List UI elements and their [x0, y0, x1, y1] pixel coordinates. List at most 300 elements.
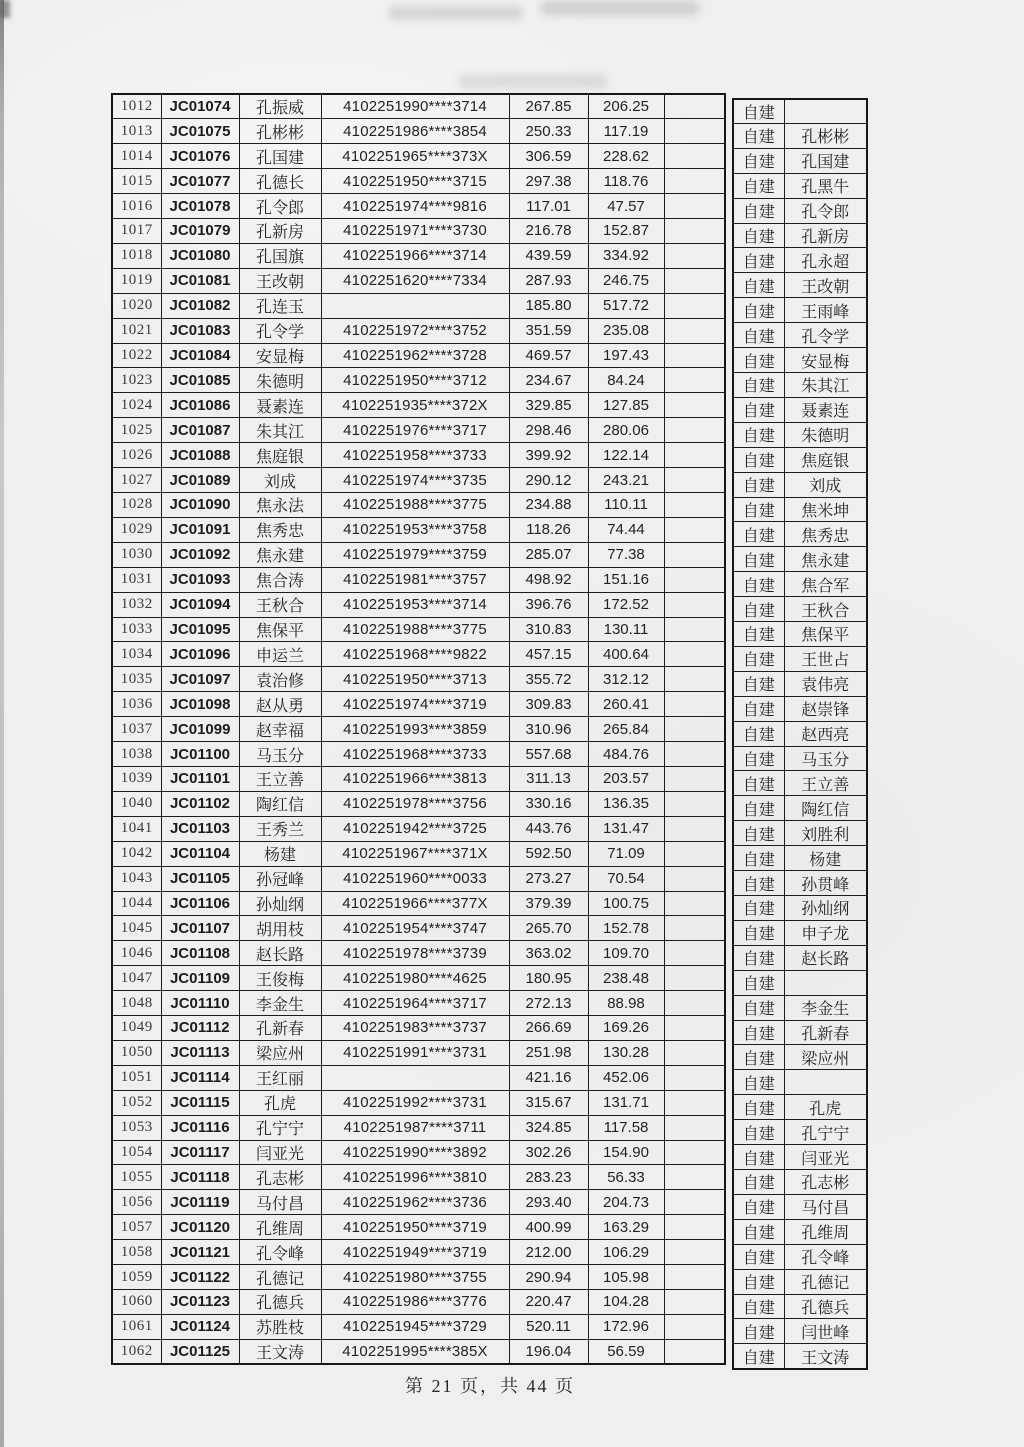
person-name: 孙冠峰 [239, 866, 321, 891]
person-name-2: 王改朝 [784, 273, 867, 298]
id-number: 4102251953****3714 [321, 592, 509, 617]
table-row [112, 1115, 725, 1140]
record-code: JC01087 [161, 418, 239, 443]
table-row-right [733, 422, 867, 447]
record-code: JC01077 [161, 169, 239, 194]
record-code: JC01115 [161, 1090, 239, 1115]
person-name-2: 孔德兵 [784, 1294, 867, 1319]
empty-cell [664, 1190, 725, 1215]
row-serial-number: 1038 [112, 742, 161, 767]
person-name-2: 孔令学 [784, 323, 867, 348]
record-code: JC01093 [161, 567, 239, 592]
empty-cell [664, 991, 725, 1016]
person-name: 朱德明 [239, 368, 321, 393]
amount-2: 280.06 [588, 418, 664, 443]
table-row-right [733, 646, 867, 671]
table-row-right [733, 846, 867, 871]
empty-cell [664, 966, 725, 991]
empty-cell [664, 393, 725, 418]
record-code: JC01117 [161, 1140, 239, 1165]
build-type: 自建 [733, 696, 784, 721]
table-row-right [733, 597, 867, 622]
id-number: 4102251976****3717 [321, 418, 509, 443]
row-serial-number: 1023 [112, 368, 161, 393]
record-code: JC01118 [161, 1165, 239, 1190]
build-type: 自建 [733, 372, 784, 397]
table-row [112, 1016, 725, 1041]
row-serial-number: 1028 [112, 493, 161, 518]
build-type: 自建 [733, 746, 784, 771]
row-serial-number: 1055 [112, 1165, 161, 1190]
amount-2: 517.72 [588, 293, 664, 318]
amount-2: 151.16 [588, 567, 664, 592]
row-serial-number: 1020 [112, 293, 161, 318]
person-name-2: 孔彬彬 [784, 123, 867, 148]
id-number: 4102251993****3859 [321, 717, 509, 742]
record-code: JC01079 [161, 219, 239, 244]
person-name: 王立善 [239, 766, 321, 791]
empty-cell [664, 1016, 725, 1041]
amount-2: 206.25 [588, 94, 664, 119]
record-table-main [111, 93, 726, 1365]
scan-smudge [388, 6, 523, 20]
empty-cell [664, 243, 725, 268]
person-name-2: 孙贯峰 [784, 871, 867, 896]
amount-1: 220.47 [509, 1290, 588, 1315]
row-serial-number: 1041 [112, 816, 161, 841]
amount-1: 267.85 [509, 94, 588, 119]
table-row [112, 766, 725, 791]
row-serial-number: 1053 [112, 1115, 161, 1140]
build-type: 自建 [733, 821, 784, 846]
amount-2: 131.71 [588, 1090, 664, 1115]
person-name-2: 焦秀忠 [784, 522, 867, 547]
table-row [112, 94, 725, 119]
amount-2: 334.92 [588, 243, 664, 268]
person-name-2: 孔志彬 [784, 1169, 867, 1194]
table-row-right [733, 1169, 867, 1194]
row-serial-number: 1047 [112, 966, 161, 991]
person-name: 焦庭银 [239, 443, 321, 468]
person-name: 梁应州 [239, 1040, 321, 1065]
person-name: 孔连玉 [239, 293, 321, 318]
empty-cell [664, 94, 725, 119]
person-name-2: 孔新房 [784, 223, 867, 248]
amount-1: 283.23 [509, 1165, 588, 1190]
person-name: 马付昌 [239, 1190, 321, 1215]
build-type: 自建 [733, 995, 784, 1020]
amount-2: 84.24 [588, 368, 664, 393]
table-row-right [733, 1269, 867, 1294]
person-name: 苏胜枝 [239, 1314, 321, 1339]
build-type: 自建 [733, 846, 784, 871]
record-code: JC01083 [161, 318, 239, 343]
record-code: JC01098 [161, 692, 239, 717]
build-type: 自建 [733, 1194, 784, 1219]
person-name: 闫亚光 [239, 1140, 321, 1165]
record-code: JC01114 [161, 1065, 239, 1090]
amount-2: 260.41 [588, 692, 664, 717]
table-row [112, 692, 725, 717]
record-code: JC01112 [161, 1016, 239, 1041]
build-type: 自建 [733, 1269, 784, 1294]
row-serial-number: 1062 [112, 1339, 161, 1364]
record-code: JC01110 [161, 991, 239, 1016]
record-code: JC01107 [161, 916, 239, 941]
row-serial-number: 1030 [112, 542, 161, 567]
amount-1: 311.13 [509, 766, 588, 791]
person-name: 孔彬彬 [239, 119, 321, 144]
id-number: 4102251966****3813 [321, 766, 509, 791]
table-row-right [733, 1045, 867, 1070]
table-row [112, 1040, 725, 1065]
empty-cell [664, 343, 725, 368]
person-name-2: 马玉分 [784, 746, 867, 771]
person-name: 王改朝 [239, 268, 321, 293]
person-name-2: 孔宁宁 [784, 1120, 867, 1145]
build-type: 自建 [733, 771, 784, 796]
table-row [112, 243, 725, 268]
table-row [112, 991, 725, 1016]
amount-1: 234.67 [509, 368, 588, 393]
table-row [112, 742, 725, 767]
row-serial-number: 1039 [112, 766, 161, 791]
build-type: 自建 [733, 148, 784, 173]
row-serial-number: 1026 [112, 443, 161, 468]
empty-cell [664, 592, 725, 617]
person-name-2: 闫亚光 [784, 1145, 867, 1170]
amount-2: 104.28 [588, 1290, 664, 1315]
build-type: 自建 [733, 497, 784, 522]
id-number: 4102251991****3731 [321, 1040, 509, 1065]
table-row [112, 966, 725, 991]
amount-1: 421.16 [509, 1065, 588, 1090]
build-type: 自建 [733, 397, 784, 422]
amount-1: 309.83 [509, 692, 588, 717]
person-name: 刘成 [239, 468, 321, 493]
amount-2: 106.29 [588, 1240, 664, 1265]
empty-cell [664, 144, 725, 169]
build-type: 自建 [733, 622, 784, 647]
table-row-right [733, 1319, 867, 1344]
amount-1: 302.26 [509, 1140, 588, 1165]
table-row-right [733, 1020, 867, 1045]
build-type: 自建 [733, 547, 784, 572]
person-name: 王秀兰 [239, 816, 321, 841]
id-number: 4102251978****3756 [321, 791, 509, 816]
id-number [321, 1065, 509, 1090]
amount-1: 297.38 [509, 169, 588, 194]
amount-1: 379.39 [509, 891, 588, 916]
person-name-2: 刘成 [784, 472, 867, 497]
row-serial-number: 1021 [112, 318, 161, 343]
id-number: 4102251949****3719 [321, 1240, 509, 1265]
table-row-right [733, 348, 867, 373]
table-row-right [733, 248, 867, 273]
row-serial-number: 1025 [112, 418, 161, 443]
table-row [112, 941, 725, 966]
empty-cell [664, 1265, 725, 1290]
amount-2: 131.47 [588, 816, 664, 841]
row-serial-number: 1056 [112, 1190, 161, 1215]
record-code: JC01096 [161, 642, 239, 667]
build-type: 自建 [733, 721, 784, 746]
build-type: 自建 [733, 1070, 784, 1095]
row-serial-number: 1037 [112, 717, 161, 742]
record-code: JC01106 [161, 891, 239, 916]
row-serial-number: 1014 [112, 144, 161, 169]
row-serial-number: 1044 [112, 891, 161, 916]
person-name-2: 孔新春 [784, 1020, 867, 1045]
build-type: 自建 [733, 173, 784, 198]
person-name-2: 朱其江 [784, 372, 867, 397]
table-row-right [733, 970, 867, 995]
empty-cell [664, 493, 725, 518]
table-row [112, 318, 725, 343]
table-row-right [733, 1120, 867, 1145]
record-code: JC01082 [161, 293, 239, 318]
amount-2: 117.58 [588, 1115, 664, 1140]
table-row-right [733, 298, 867, 323]
record-code: JC01080 [161, 243, 239, 268]
record-code: JC01119 [161, 1190, 239, 1215]
amount-2: 56.33 [588, 1165, 664, 1190]
person-name-2 [784, 99, 867, 124]
amount-1: 180.95 [509, 966, 588, 991]
build-type: 自建 [733, 248, 784, 273]
empty-cell [664, 916, 725, 941]
person-name-2: 李金生 [784, 995, 867, 1020]
record-code: JC01085 [161, 368, 239, 393]
empty-cell [664, 841, 725, 866]
person-name-2: 赵西亮 [784, 721, 867, 746]
amount-2: 163.29 [588, 1215, 664, 1240]
person-name-2: 申子龙 [784, 920, 867, 945]
table-row-right [733, 447, 867, 472]
table-row [112, 493, 725, 518]
build-type: 自建 [733, 646, 784, 671]
amount-1: 396.76 [509, 592, 588, 617]
table-row-right [733, 896, 867, 921]
table-row-right [733, 1294, 867, 1319]
record-table-body [112, 94, 725, 1364]
build-type: 自建 [733, 871, 784, 896]
build-type: 自建 [733, 1045, 784, 1070]
row-serial-number: 1059 [112, 1265, 161, 1290]
person-name: 陶红信 [239, 791, 321, 816]
id-number: 4102251966****3714 [321, 243, 509, 268]
build-type: 自建 [733, 1120, 784, 1145]
record-code: JC01103 [161, 816, 239, 841]
amount-1: 355.72 [509, 667, 588, 692]
amount-1: 498.92 [509, 567, 588, 592]
person-name-2: 马付昌 [784, 1194, 867, 1219]
table-row [112, 717, 725, 742]
amount-1: 290.94 [509, 1265, 588, 1290]
empty-cell [664, 617, 725, 642]
table-row [112, 393, 725, 418]
empty-cell [664, 268, 725, 293]
record-code: JC01081 [161, 268, 239, 293]
row-serial-number: 1051 [112, 1065, 161, 1090]
build-type: 自建 [733, 1145, 784, 1170]
table-row-right [733, 1194, 867, 1219]
amount-1: 592.50 [509, 841, 588, 866]
table-row [112, 1190, 725, 1215]
amount-2: 312.12 [588, 667, 664, 692]
person-name: 袁治修 [239, 667, 321, 692]
record-code: JC01091 [161, 517, 239, 542]
person-name: 胡用枝 [239, 916, 321, 941]
table-row-right [733, 198, 867, 223]
table-row [112, 816, 725, 841]
person-name: 李金生 [239, 991, 321, 1016]
id-number: 4102251960****0033 [321, 866, 509, 891]
table-row [112, 1065, 725, 1090]
id-number [321, 293, 509, 318]
build-type: 自建 [733, 1169, 784, 1194]
row-serial-number: 1032 [112, 592, 161, 617]
empty-cell [664, 368, 725, 393]
amount-2: 118.76 [588, 169, 664, 194]
id-number: 4102251953****3758 [321, 517, 509, 542]
person-name-2: 陶红信 [784, 796, 867, 821]
id-number: 4102251965****373X [321, 144, 509, 169]
person-name-2: 王雨峰 [784, 298, 867, 323]
amount-2: 56.59 [588, 1339, 664, 1364]
amount-2: 127.85 [588, 393, 664, 418]
amount-1: 315.67 [509, 1090, 588, 1115]
id-number: 4102251992****3731 [321, 1090, 509, 1115]
id-number: 4102251974****3719 [321, 692, 509, 717]
id-number: 4102251950****3712 [321, 368, 509, 393]
amount-1: 251.98 [509, 1040, 588, 1065]
id-number: 4102251954****3747 [321, 916, 509, 941]
record-code: JC01124 [161, 1314, 239, 1339]
empty-cell [664, 642, 725, 667]
amount-2: 400.64 [588, 642, 664, 667]
build-type: 自建 [733, 920, 784, 945]
row-serial-number: 1029 [112, 517, 161, 542]
id-number: 4102251967****371X [321, 841, 509, 866]
empty-cell [664, 791, 725, 816]
id-number: 4102251988****3775 [321, 493, 509, 518]
record-code: JC01097 [161, 667, 239, 692]
id-number: 4102251942****3725 [321, 816, 509, 841]
table-row [112, 443, 725, 468]
amount-1: 265.70 [509, 916, 588, 941]
person-name-2: 刘胜利 [784, 821, 867, 846]
table-row-right [733, 372, 867, 397]
person-name-2: 孔德记 [784, 1269, 867, 1294]
build-type: 自建 [733, 597, 784, 622]
amount-1: 363.02 [509, 941, 588, 966]
person-name-2: 王秋合 [784, 597, 867, 622]
table-row-right [733, 1145, 867, 1170]
table-row [112, 592, 725, 617]
person-name-2: 安显梅 [784, 348, 867, 373]
table-row-right [733, 871, 867, 896]
table-row [112, 1140, 725, 1165]
person-name: 孔德记 [239, 1265, 321, 1290]
amount-2: 100.75 [588, 891, 664, 916]
person-name: 王文涛 [239, 1339, 321, 1364]
table-row [112, 144, 725, 169]
person-name-2: 孔令峰 [784, 1244, 867, 1269]
amount-1: 520.11 [509, 1314, 588, 1339]
id-number: 4102251972****3752 [321, 318, 509, 343]
amount-2: 169.26 [588, 1016, 664, 1041]
row-serial-number: 1042 [112, 841, 161, 866]
amount-2: 238.48 [588, 966, 664, 991]
person-name-2: 杨建 [784, 846, 867, 871]
build-type: 自建 [733, 422, 784, 447]
person-name: 赵从勇 [239, 692, 321, 717]
person-name: 孔振威 [239, 94, 321, 119]
person-name-2: 王世占 [784, 646, 867, 671]
record-code: JC01113 [161, 1040, 239, 1065]
table-row [112, 567, 725, 592]
empty-cell [664, 1065, 725, 1090]
build-type: 自建 [733, 1020, 784, 1045]
table-row [112, 667, 725, 692]
empty-cell [664, 567, 725, 592]
person-name-2: 梁应州 [784, 1045, 867, 1070]
table-row-right [733, 796, 867, 821]
table-row-right [733, 323, 867, 348]
row-serial-number: 1046 [112, 941, 161, 966]
build-type: 自建 [733, 198, 784, 223]
table-row-right [733, 721, 867, 746]
id-number: 4102251974****9816 [321, 194, 509, 219]
row-serial-number: 1045 [112, 916, 161, 941]
person-name: 王俊梅 [239, 966, 321, 991]
id-number: 4102251987****3711 [321, 1115, 509, 1140]
table-row-right [733, 696, 867, 721]
person-name-2: 赵长路 [784, 945, 867, 970]
id-number: 4102251983****3737 [321, 1016, 509, 1041]
amount-2: 452.06 [588, 1065, 664, 1090]
id-number: 4102251971****3730 [321, 219, 509, 244]
record-code: JC01095 [161, 617, 239, 642]
scan-edge-artifact [0, 0, 4, 1447]
record-code: JC01074 [161, 94, 239, 119]
amount-1: 216.78 [509, 219, 588, 244]
table-row-right [733, 1095, 867, 1120]
amount-2: 117.19 [588, 119, 664, 144]
amount-1: 351.59 [509, 318, 588, 343]
empty-cell [664, 1290, 725, 1315]
row-serial-number: 1031 [112, 567, 161, 592]
table-row [112, 418, 725, 443]
table-row-right [733, 522, 867, 547]
empty-cell [664, 219, 725, 244]
table-row-right [733, 1244, 867, 1269]
amount-1: 273.27 [509, 866, 588, 891]
build-type: 自建 [733, 671, 784, 696]
id-number: 4102251974****3735 [321, 468, 509, 493]
empty-cell [664, 766, 725, 791]
amount-1: 185.80 [509, 293, 588, 318]
amount-2: 136.35 [588, 791, 664, 816]
record-code: JC01099 [161, 717, 239, 742]
build-type: 自建 [733, 970, 784, 995]
row-serial-number: 1033 [112, 617, 161, 642]
record-code: JC01092 [161, 542, 239, 567]
table-row [112, 1314, 725, 1339]
person-name-2: 聂素连 [784, 397, 867, 422]
table-row-right [733, 472, 867, 497]
